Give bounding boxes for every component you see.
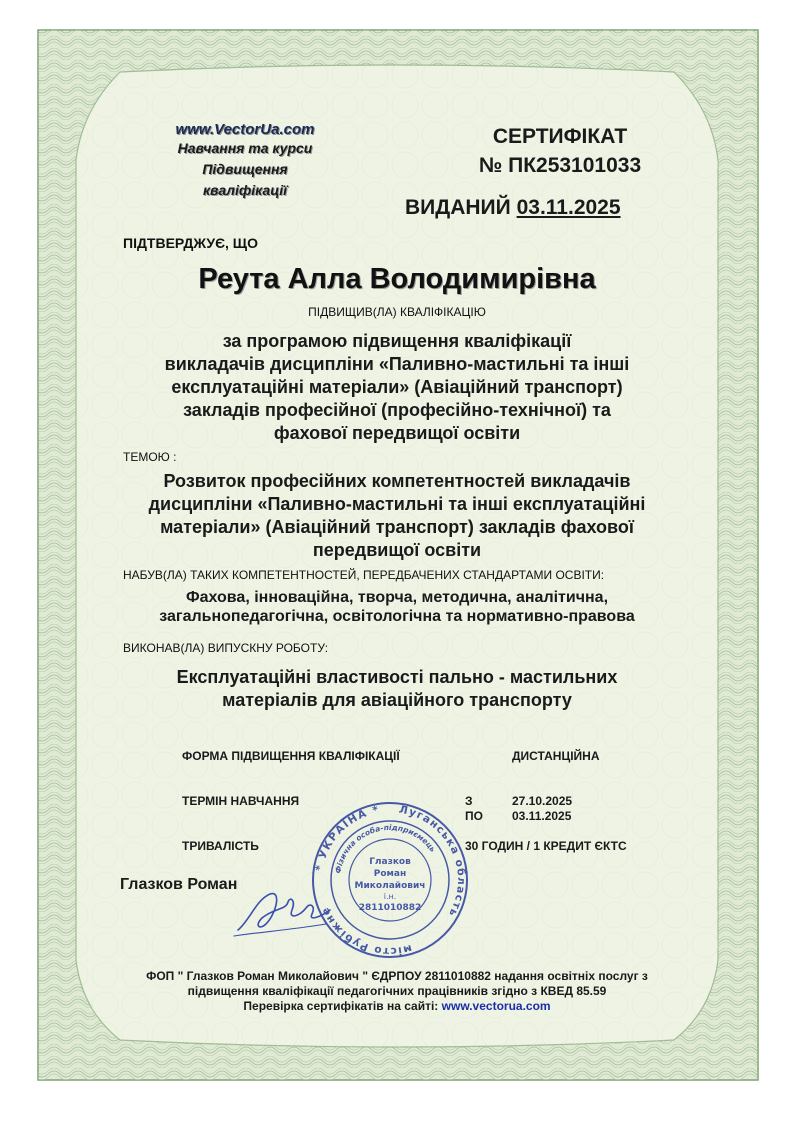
term-to-date: 03.11.2025 [512,809,572,823]
thesis-block [0,666,794,712]
topic-block [0,470,794,562]
topic-label: ТЕМОЮ : [123,450,177,464]
term-label: ТЕРМІН НАВЧАННЯ [182,794,300,808]
certificate-header [440,122,680,180]
term-to-word: ПО [465,809,483,823]
footer-check-label: Перевірка сертифікатів на сайті: [243,999,439,1013]
confirms-label: ПІДТВЕРДЖУЄ, ЩО [123,235,258,251]
stamp-left-text: місто Рубіжне [318,904,414,958]
competencies-line-1: Фахова, інноваційна, творча, методична, аналітична, [185,589,609,606]
footer-line-1: ФОП " Глазков Роман Миколайович " ЄДРПОУ 2811010882 надання освітніх послуг з [146,969,648,983]
logo-line-2: Підвищення [202,161,288,177]
thesis-line-1: Експлуатаційні властивості пально - мастильних [176,667,618,687]
topic-line-4: передвищої освіти [312,540,482,560]
thesis-label: ВИКОНАВ(ЛА) ВИПУСКНУ РОБОТУ: [123,641,329,655]
certificate-number: № ПК253101033 [478,154,642,177]
duration-value: 30 ГОДИН / 1 КРЕДИТ ЄКТС [465,839,627,853]
handwritten-signature [230,880,340,940]
competencies-label: НАБУВ(ЛА) ТАКИХ КОМПЕТЕНТНОСТЕЙ, ПЕРЕДБАЧЕНИХ СТАНДАРТАМИ ОСВІТИ: [123,568,605,582]
certificate-title: СЕРТИФІКАТ [492,125,628,148]
program-line-1: за програмою підвищення кваліфікації [222,331,572,351]
competencies-line-2: загальнопедагогічна, освітологічна та нормативно-правова [159,608,635,625]
qualification-label: ПІДВИЩИВ(ЛА) КВАЛІФІКАЦІЮ [308,305,486,319]
logo-line-1: Навчання та курси [177,140,313,156]
issued-line [405,196,621,220]
term-from-word: З [465,794,473,808]
footer-line-2: підвищення кваліфікації педагогічних працівників згідно з КВЕД 85.59 [187,984,607,998]
issued-label: ВИДАНИЙ [405,196,511,219]
competencies-block [0,588,794,626]
program-line-4: закладів професійної (професійно-технічної) та [183,400,611,420]
logo-line-3: кваліфікації [202,182,288,198]
stamp-center-4: і.н. [383,892,397,901]
verification-link[interactable]: www.vectorua.com [441,999,551,1013]
stamp-right-text: Луганська область [397,803,468,920]
logo-block [150,121,340,201]
program-line-3: експлуатаційні матеріали» (Авіаційний транспорт) [171,377,623,397]
logo-site-text: www.VectorUa.com [175,121,315,138]
form-value: ДИСТАНЦІЙНА [512,749,600,763]
topic-line-1: Розвиток професійних компетентностей викладачів [163,471,631,491]
stamp-inner-ring-text: Фізична особа-підприємець [333,822,438,875]
program-line-2: викладачів дисципліни «Паливно-мастильні та інші [164,354,630,374]
footer [100,969,694,1014]
duration-label: ТРИВАЛІСТЬ [182,839,259,853]
stamp-top-text: * УКРАЇНА * [313,803,381,872]
signer-name: Глазков Роман [120,876,238,893]
topic-line-3: матеріали» (Авіаційний транспорт) закладів фахової [160,517,634,537]
program-block [0,330,794,445]
footer-check-line [100,999,694,1014]
stamp-center-5: 2811010882 [358,903,422,913]
stamp-center-3: Миколайович [354,881,426,891]
stamp-center-2: Роман [373,869,407,879]
person-name: Реута Алла Володимирівна [198,263,596,295]
program-line-5: фахової передвищої освіти [273,423,521,443]
thesis-line-2: матеріалів для авіаційного транспорту [222,690,572,710]
issued-date: 03.11.2025 [516,196,621,219]
stamp-center-1: Глазков [369,857,411,867]
form-label: ФОРМА ПІДВИЩЕННЯ КВАЛІФІКАЦІЇ [182,749,400,763]
topic-line-2: дисципліни «Паливно-мастильні та інші експлуатаційні [148,494,646,514]
term-from-date: 27.10.2025 [512,794,573,808]
